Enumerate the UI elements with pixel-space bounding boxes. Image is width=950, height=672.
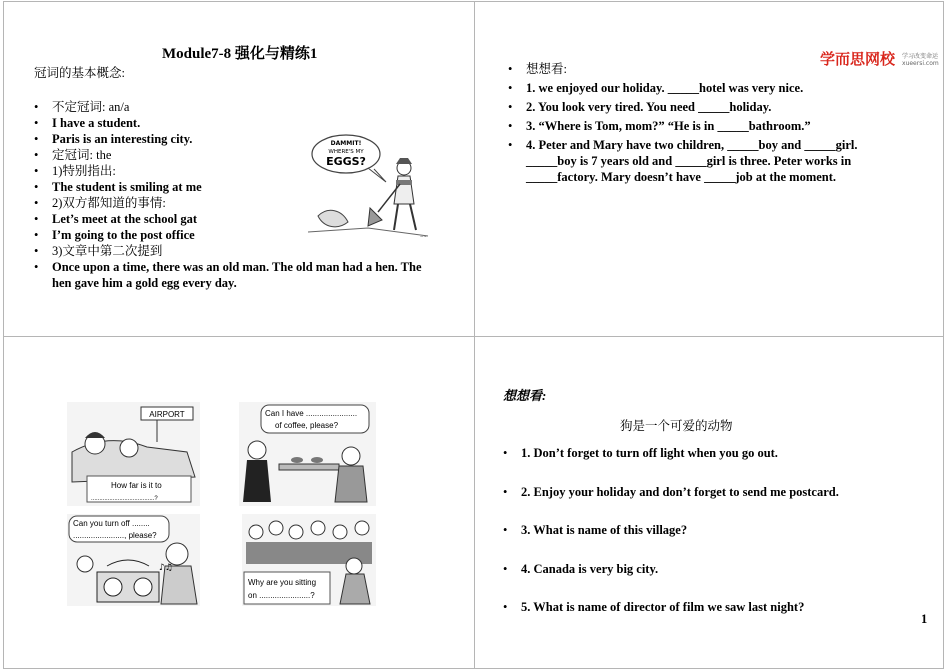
coffee-shop-illustration — [239, 402, 376, 506]
list-item: • 想想看: — [508, 61, 888, 77]
old-man-broom-illustration — [308, 132, 442, 242]
list-item: • 4. Canada is very big city. — [503, 561, 913, 577]
list-item: • 1. Don’t forget to turn off light when you go out. — [503, 445, 913, 461]
logo-url: xueersi.com — [902, 60, 939, 68]
list-item: • 3)文章中第二次提到 — [34, 243, 454, 259]
sitting-caption-1: Why are you sitting — [248, 578, 317, 587]
list-item: • 1)特别指出: — [34, 163, 454, 179]
radio-caption-2: ......................., please? — [73, 531, 157, 540]
list-item: • 4. Peter and Mary have two children, _____boy and _____girl. _____boy is 7 years old and _____girl is three. Peter works in _____factory. Mary doesn’t have _____job at the moment. — [508, 137, 888, 185]
list-item: • 3. What is name of this village? — [503, 522, 913, 538]
exercise-heading: 想想看: — [503, 388, 547, 403]
bubble-text-1: DAMMIT! — [330, 140, 362, 147]
radio-caption-1: Can you turn off ........ — [73, 519, 150, 528]
svg-text:~~: ~~ — [420, 234, 427, 239]
list-item: • 2. You look very tired. You need _____holiday. — [508, 99, 888, 115]
exercise-list-2 — [503, 445, 913, 638]
list-item: • Paris is an interesting city. — [34, 131, 454, 147]
coffee-caption-1: Can I have ....................... — [265, 409, 358, 418]
exercise-subheading: 狗是一个可爱的动物 — [620, 419, 733, 433]
exercise-list-1 — [508, 61, 888, 188]
page-title: Module7-8 强化与精练1 — [162, 46, 318, 62]
bubble-text-3: EGGS? — [326, 155, 366, 168]
crowd-sitting-illustration — [242, 514, 376, 606]
airport-sign: AIRPORT — [149, 410, 185, 419]
airport-taxi-illustration — [67, 402, 200, 506]
list-item: • 3. “Where is Tom, mom?” “He is in _____bathroom.” — [508, 118, 888, 134]
vertical-divider — [474, 1, 475, 669]
list-item: • 定冠词: the — [34, 147, 454, 163]
list-item: • 1. we enjoyed our holiday. _____hotel was very nice. — [508, 80, 888, 96]
bubble-text-2: WHERE'S MY — [328, 149, 364, 155]
page-number: 1 — [921, 612, 928, 626]
list-item: • I’m going to the post office — [34, 227, 454, 243]
list-item: • 5. What is name of director of film we saw last night? — [503, 599, 913, 615]
coffee-caption-2: of coffee, please? — [275, 421, 339, 430]
section-subtitle: 冠词的基本概念: — [34, 66, 125, 80]
list-item: • 2)双方都知道的事情: — [34, 195, 454, 211]
svg-text:♪♫: ♪♫ — [159, 563, 173, 573]
list-item: • The student is smiling at me — [34, 179, 454, 195]
airport-caption-blank: ......................................? — [91, 496, 158, 502]
list-item: • Once upon a time, there was an old man. The old man had a hen. The hen gave him a gold egg every day. — [34, 259, 424, 291]
airport-caption: How far is it to — [111, 481, 162, 490]
logo-slogan: 学习改变命运 — [902, 53, 939, 61]
list-item: • Let’s meet at the school gat — [34, 211, 454, 227]
list-item: • 不定冠词: an/a — [34, 99, 454, 115]
radio-illustration — [67, 514, 200, 606]
horizontal-divider — [3, 336, 944, 337]
logo-name: 学而思网校 — [820, 50, 896, 68]
list-item: • I have a student. — [34, 115, 454, 131]
list-item: • 2. Enjoy your holiday and don’t forget to send me postcard. — [503, 484, 913, 500]
sitting-caption-2: on .......................? — [248, 591, 315, 600]
